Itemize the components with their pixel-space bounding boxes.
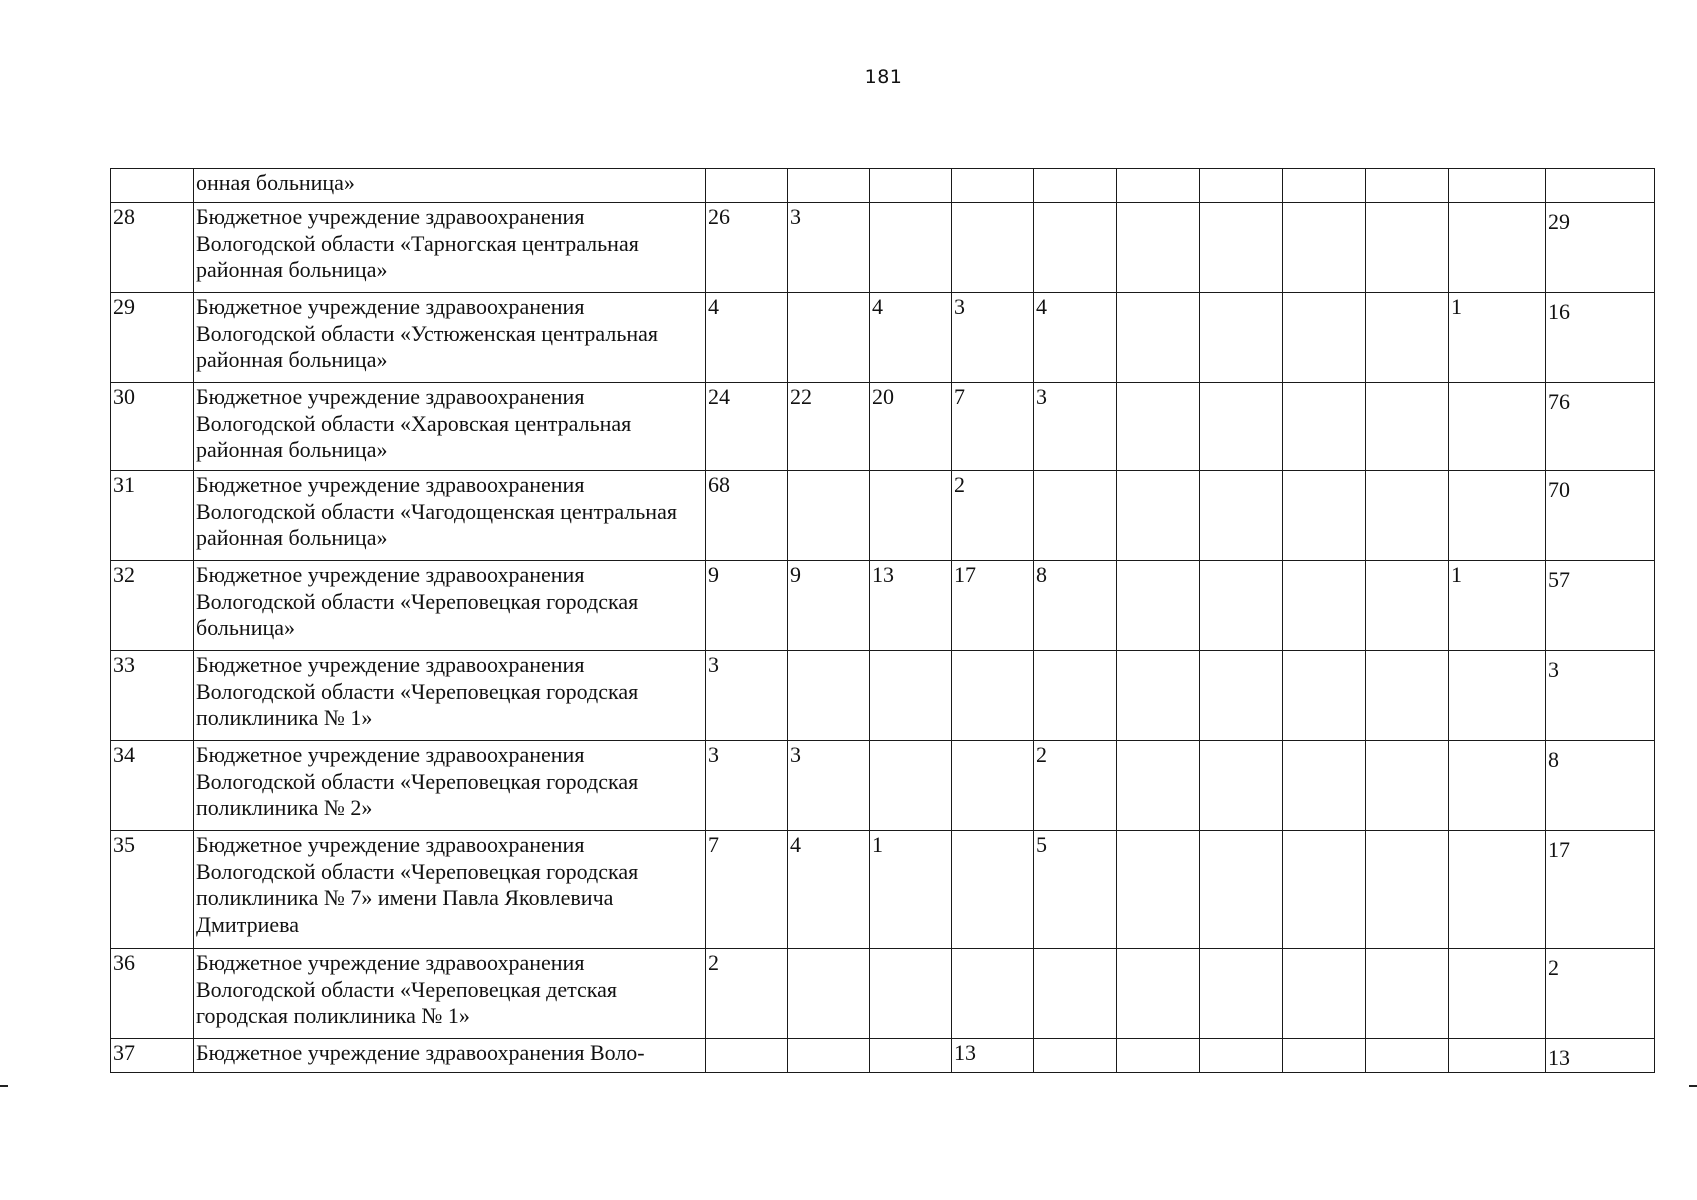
value-cell — [1117, 169, 1200, 203]
value-cell — [1283, 293, 1366, 383]
total-cell: 8 — [1546, 741, 1655, 831]
value-cell — [1283, 203, 1366, 293]
value-cell — [1034, 169, 1117, 203]
value-cell — [1283, 1039, 1366, 1073]
value-cell — [1034, 203, 1117, 293]
value-cell — [952, 949, 1034, 1039]
value-cell: 3 — [952, 293, 1034, 383]
institution-name: Бюджетное учреждение здравоохранения Вологодской области «Харовская центральная районная больница» — [194, 383, 706, 471]
value-cell: 3 — [1034, 383, 1117, 471]
value-cell — [870, 203, 952, 293]
table-row — [111, 651, 1655, 741]
value-cell — [788, 471, 870, 561]
value-cell — [706, 169, 788, 203]
value-cell — [1366, 1039, 1449, 1073]
institution-name: Бюджетное учреждение здравоохранения Вологодской области «Тарногская центральная районная больница» — [194, 203, 706, 293]
value-cell — [1200, 741, 1283, 831]
value-cell — [1283, 169, 1366, 203]
value-cell — [1117, 203, 1200, 293]
value-cell — [1366, 741, 1449, 831]
table-row — [111, 949, 1655, 1039]
value-cell — [1283, 561, 1366, 651]
value-cell — [706, 1039, 788, 1073]
value-cell — [1366, 471, 1449, 561]
row-number: 30 — [111, 383, 194, 471]
institution-name: онная больница» — [194, 169, 706, 203]
value-cell: 4 — [870, 293, 952, 383]
institution-name: Бюджетное учреждение здравоохранения Вологодской области «Череповецкая городская поликлиника № 7» имени Павла Яковлевича Дмитриева — [194, 831, 706, 949]
value-cell — [1200, 293, 1283, 383]
value-cell — [870, 949, 952, 1039]
value-cell — [1117, 741, 1200, 831]
value-cell: 3 — [788, 741, 870, 831]
value-cell — [1117, 1039, 1200, 1073]
row-number: 29 — [111, 293, 194, 383]
value-cell — [1449, 1039, 1546, 1073]
value-cell — [1366, 203, 1449, 293]
value-cell: 1 — [870, 831, 952, 949]
table-row — [111, 169, 1655, 203]
value-cell: 3 — [706, 741, 788, 831]
value-cell — [788, 651, 870, 741]
total-cell: 29 — [1546, 203, 1655, 293]
total-cell: 13 — [1546, 1039, 1655, 1073]
institution-name: Бюджетное учреждение здравоохранения Воло- — [194, 1039, 706, 1073]
value-cell — [1200, 383, 1283, 471]
value-cell — [1117, 949, 1200, 1039]
value-cell: 3 — [788, 203, 870, 293]
value-cell — [1283, 471, 1366, 561]
row-number: 35 — [111, 831, 194, 949]
value-cell: 1 — [1449, 293, 1546, 383]
value-cell — [788, 169, 870, 203]
total-cell: 2 — [1546, 949, 1655, 1039]
value-cell — [870, 471, 952, 561]
crop-mark-left — [0, 1085, 8, 1087]
page-number: 181 — [864, 66, 903, 88]
value-cell: 26 — [706, 203, 788, 293]
institution-name: Бюджетное учреждение здравоохранения Вологодской области «Череповецкая детская городская поликлиника № 1» — [194, 949, 706, 1039]
value-cell — [952, 831, 1034, 949]
table-row — [111, 561, 1655, 651]
value-cell: 3 — [706, 651, 788, 741]
value-cell — [870, 741, 952, 831]
value-cell: 24 — [706, 383, 788, 471]
crop-mark-right — [1689, 1085, 1697, 1087]
institutions-table — [110, 168, 1655, 1073]
value-cell — [1366, 383, 1449, 471]
value-cell — [1449, 831, 1546, 949]
value-cell — [1449, 651, 1546, 741]
value-cell — [788, 293, 870, 383]
value-cell: 4 — [1034, 293, 1117, 383]
value-cell: 8 — [1034, 561, 1117, 651]
table-row — [111, 203, 1655, 293]
value-cell — [1117, 561, 1200, 651]
value-cell — [1200, 949, 1283, 1039]
value-cell: 9 — [706, 561, 788, 651]
table-row — [111, 1039, 1655, 1073]
row-number: 33 — [111, 651, 194, 741]
value-cell — [1366, 831, 1449, 949]
value-cell — [1283, 831, 1366, 949]
value-cell — [1200, 203, 1283, 293]
value-cell: 4 — [706, 293, 788, 383]
row-number — [111, 169, 194, 203]
value-cell — [1366, 949, 1449, 1039]
value-cell — [870, 169, 952, 203]
value-cell — [1117, 293, 1200, 383]
value-cell: 22 — [788, 383, 870, 471]
value-cell: 13 — [870, 561, 952, 651]
row-number: 32 — [111, 561, 194, 651]
row-number: 37 — [111, 1039, 194, 1073]
table-row — [111, 383, 1655, 471]
value-cell — [1200, 561, 1283, 651]
row-number: 34 — [111, 741, 194, 831]
institution-name: Бюджетное учреждение здравоохранения Вологодской области «Череповецкая городская больница» — [194, 561, 706, 651]
value-cell — [788, 949, 870, 1039]
row-number: 36 — [111, 949, 194, 1039]
total-cell: 3 — [1546, 651, 1655, 741]
value-cell — [1200, 831, 1283, 949]
table-row — [111, 831, 1655, 949]
value-cell — [1117, 471, 1200, 561]
value-cell — [1200, 651, 1283, 741]
value-cell: 17 — [952, 561, 1034, 651]
total-cell: 17 — [1546, 831, 1655, 949]
value-cell — [870, 651, 952, 741]
value-cell — [952, 169, 1034, 203]
value-cell — [1117, 651, 1200, 741]
value-cell: 13 — [952, 1039, 1034, 1073]
institution-name: Бюджетное учреждение здравоохранения Вологодской области «Устюженская центральная районная больница» — [194, 293, 706, 383]
value-cell — [788, 1039, 870, 1073]
row-number: 31 — [111, 471, 194, 561]
value-cell — [870, 1039, 952, 1073]
value-cell — [1200, 169, 1283, 203]
total-cell: 57 — [1546, 561, 1655, 651]
value-cell: 68 — [706, 471, 788, 561]
value-cell — [952, 741, 1034, 831]
value-cell — [952, 651, 1034, 741]
total-cell: 70 — [1546, 471, 1655, 561]
value-cell: 1 — [1449, 561, 1546, 651]
institution-name: Бюджетное учреждение здравоохранения Вологодской области «Череповецкая городская поликлиника № 1» — [194, 651, 706, 741]
value-cell — [1449, 169, 1546, 203]
value-cell: 9 — [788, 561, 870, 651]
total-cell — [1546, 169, 1655, 203]
value-cell — [952, 203, 1034, 293]
total-cell: 76 — [1546, 383, 1655, 471]
value-cell — [1283, 651, 1366, 741]
value-cell — [1366, 169, 1449, 203]
value-cell: 7 — [952, 383, 1034, 471]
value-cell — [1449, 203, 1546, 293]
value-cell: 2 — [706, 949, 788, 1039]
value-cell — [1449, 741, 1546, 831]
value-cell: 7 — [706, 831, 788, 949]
value-cell — [1034, 471, 1117, 561]
table-row — [111, 741, 1655, 831]
value-cell: 2 — [1034, 741, 1117, 831]
table-row — [111, 471, 1655, 561]
value-cell — [1449, 949, 1546, 1039]
value-cell — [1449, 471, 1546, 561]
institution-name: Бюджетное учреждение здравоохранения Вологодской области «Чагодощенская центральная районная больница» — [194, 471, 706, 561]
value-cell — [1366, 651, 1449, 741]
institution-name: Бюджетное учреждение здравоохранения Вологодской области «Череповецкая городская поликлиника № 2» — [194, 741, 706, 831]
value-cell — [1449, 383, 1546, 471]
value-cell — [1034, 949, 1117, 1039]
value-cell — [1283, 383, 1366, 471]
value-cell — [1283, 949, 1366, 1039]
value-cell — [1200, 471, 1283, 561]
value-cell — [1283, 741, 1366, 831]
value-cell — [1366, 293, 1449, 383]
value-cell — [1117, 831, 1200, 949]
value-cell — [1117, 383, 1200, 471]
value-cell — [1034, 1039, 1117, 1073]
table-body — [111, 169, 1655, 1073]
total-cell: 16 — [1546, 293, 1655, 383]
value-cell: 4 — [788, 831, 870, 949]
value-cell: 5 — [1034, 831, 1117, 949]
value-cell: 20 — [870, 383, 952, 471]
value-cell — [1366, 561, 1449, 651]
value-cell: 2 — [952, 471, 1034, 561]
value-cell — [1034, 651, 1117, 741]
table-row — [111, 293, 1655, 383]
row-number: 28 — [111, 203, 194, 293]
value-cell — [1200, 1039, 1283, 1073]
